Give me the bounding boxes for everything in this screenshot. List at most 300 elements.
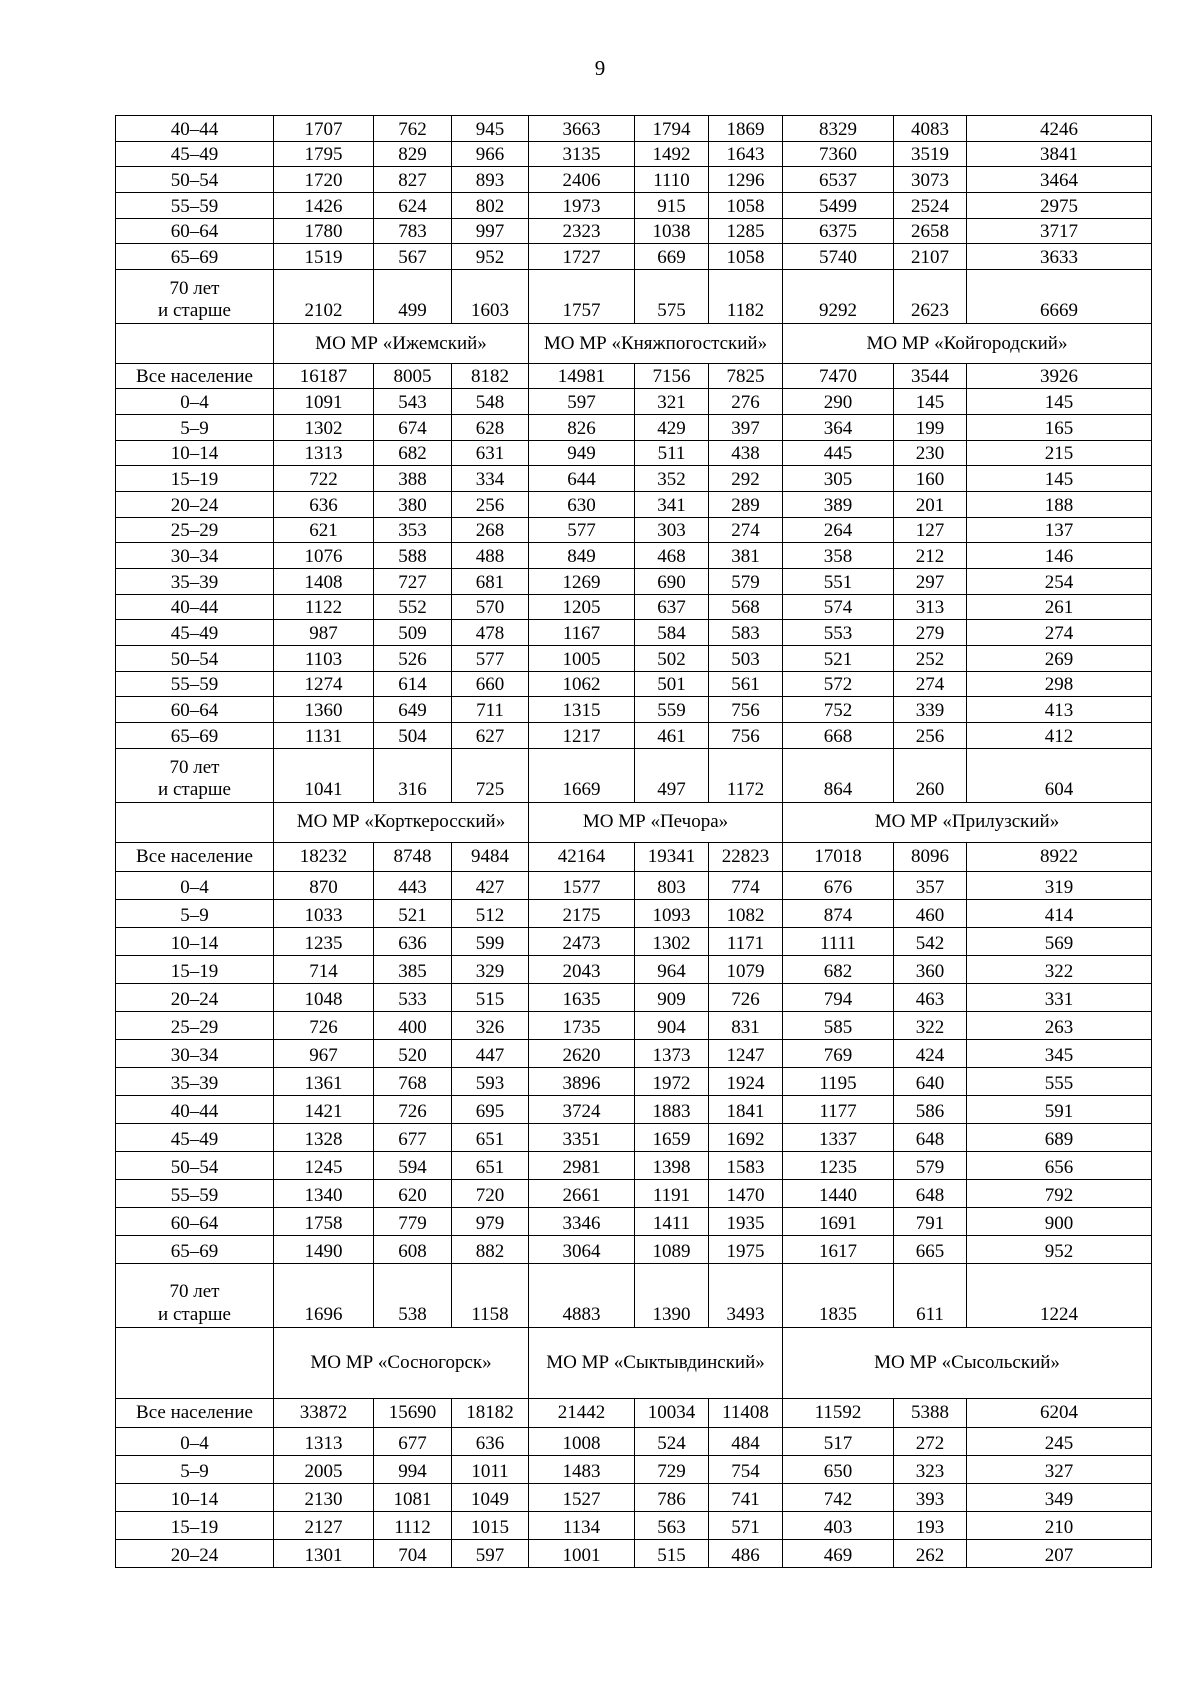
value-cell: 2658 xyxy=(894,218,967,244)
value-cell: 16187 xyxy=(274,364,374,389)
value-cell: 7825 xyxy=(709,364,783,389)
value-cell: 145 xyxy=(967,389,1152,415)
value-cell: 358 xyxy=(783,543,894,569)
value-cell: 552 xyxy=(374,594,452,620)
value-cell: 1302 xyxy=(274,414,374,440)
value-cell: 628 xyxy=(452,414,529,440)
table-row xyxy=(116,1039,1152,1067)
value-cell: 515 xyxy=(452,983,529,1011)
value-cell: 400 xyxy=(374,1011,452,1039)
table-row xyxy=(116,218,1152,244)
value-cell: 427 xyxy=(452,871,529,899)
value-cell: 611 xyxy=(894,1263,967,1327)
value-cell: 1935 xyxy=(709,1207,783,1235)
value-cell: 1081 xyxy=(374,1483,452,1511)
value-cell: 1659 xyxy=(635,1123,709,1151)
age-group-label: 30–34 xyxy=(116,543,274,569)
value-cell: 393 xyxy=(894,1483,967,1511)
value-cell: 484 xyxy=(709,1427,783,1455)
age-group-label: 65–69 xyxy=(116,1235,274,1263)
value-cell: 6537 xyxy=(783,167,894,193)
value-cell: 1315 xyxy=(529,697,635,723)
table-row xyxy=(116,364,1152,389)
value-cell: 1301 xyxy=(274,1539,374,1567)
value-cell: 413 xyxy=(967,697,1152,723)
age-group-label: 45–49 xyxy=(116,1123,274,1151)
value-cell: 682 xyxy=(783,955,894,983)
value-cell: 303 xyxy=(635,517,709,543)
value-cell: 1692 xyxy=(709,1123,783,1151)
age-group-label: 50–54 xyxy=(116,646,274,672)
table-row xyxy=(116,440,1152,466)
value-cell: 1015 xyxy=(452,1511,529,1539)
table-row xyxy=(116,748,1152,802)
value-cell: 1924 xyxy=(709,1067,783,1095)
value-cell: 313 xyxy=(894,594,967,620)
value-cell: 486 xyxy=(709,1539,783,1567)
value-cell: 504 xyxy=(374,723,452,749)
value-cell: 1224 xyxy=(967,1263,1152,1327)
value-cell: 649 xyxy=(374,697,452,723)
value-cell: 1470 xyxy=(709,1179,783,1207)
value-cell: 1076 xyxy=(274,543,374,569)
table-row xyxy=(116,1539,1152,1567)
value-cell: 429 xyxy=(635,414,709,440)
value-cell: 1707 xyxy=(274,116,374,142)
age-group-label: 60–64 xyxy=(116,1207,274,1235)
value-cell: 597 xyxy=(452,1539,529,1567)
value-cell: 15690 xyxy=(374,1398,452,1427)
table-row xyxy=(116,927,1152,955)
value-cell: 4083 xyxy=(894,116,967,142)
value-cell: 604 xyxy=(967,748,1152,802)
value-cell: 322 xyxy=(894,1011,967,1039)
value-cell: 145 xyxy=(967,466,1152,492)
table-row xyxy=(116,414,1152,440)
value-cell: 5499 xyxy=(783,193,894,219)
value-cell: 1421 xyxy=(274,1095,374,1123)
value-cell: 614 xyxy=(374,671,452,697)
value-cell: 1883 xyxy=(635,1095,709,1123)
value-cell: 11408 xyxy=(709,1398,783,1427)
value-cell: 994 xyxy=(374,1455,452,1483)
value-cell: 695 xyxy=(452,1095,529,1123)
table-row xyxy=(116,1398,1152,1427)
value-cell: 445 xyxy=(783,440,894,466)
value-cell: 8922 xyxy=(967,842,1152,871)
value-cell: 1835 xyxy=(783,1263,894,1327)
value-cell: 323 xyxy=(894,1455,967,1483)
age-group-label: 10–14 xyxy=(116,927,274,955)
age-group-label xyxy=(116,1263,274,1327)
value-cell: 3351 xyxy=(529,1123,635,1151)
value-cell: 864 xyxy=(783,748,894,802)
value-cell: 1603 xyxy=(452,270,529,324)
value-cell: 949 xyxy=(529,440,635,466)
value-cell: 3346 xyxy=(529,1207,635,1235)
value-cell: 608 xyxy=(374,1235,452,1263)
value-cell: 1337 xyxy=(783,1123,894,1151)
value-cell: 1158 xyxy=(452,1263,529,1327)
value-cell: 316 xyxy=(374,748,452,802)
table-row xyxy=(116,543,1152,569)
value-cell: 33872 xyxy=(274,1398,374,1427)
age-group-label: 10–14 xyxy=(116,440,274,466)
value-cell: 443 xyxy=(374,871,452,899)
value-cell: 2473 xyxy=(529,927,635,955)
value-cell: 597 xyxy=(529,389,635,415)
value-cell: 720 xyxy=(452,1179,529,1207)
district-name: МО МР «Ижемский» xyxy=(274,324,529,364)
value-cell: 1091 xyxy=(274,389,374,415)
value-cell: 636 xyxy=(452,1427,529,1455)
value-cell: 412 xyxy=(967,723,1152,749)
value-cell: 260 xyxy=(894,748,967,802)
value-cell: 397 xyxy=(709,414,783,440)
value-cell: 463 xyxy=(894,983,967,1011)
table-row xyxy=(116,491,1152,517)
value-cell: 791 xyxy=(894,1207,967,1235)
age-group-label: 30–34 xyxy=(116,1039,274,1067)
value-cell: 1235 xyxy=(783,1151,894,1179)
value-cell: 478 xyxy=(452,620,529,646)
value-cell: 4883 xyxy=(529,1263,635,1327)
value-cell: 1720 xyxy=(274,167,374,193)
value-cell: 967 xyxy=(274,1039,374,1067)
age-group-label-line2: и старше xyxy=(158,1303,231,1325)
value-cell: 631 xyxy=(452,440,529,466)
value-cell: 8182 xyxy=(452,364,529,389)
value-cell: 8005 xyxy=(374,364,452,389)
age-group-label: Все население xyxy=(116,842,274,871)
value-cell: 215 xyxy=(967,440,1152,466)
value-cell: 569 xyxy=(967,927,1152,955)
value-cell: 526 xyxy=(374,646,452,672)
age-group-label: Все население xyxy=(116,1398,274,1427)
value-cell: 262 xyxy=(894,1539,967,1567)
value-cell: 297 xyxy=(894,568,967,594)
value-cell: 1182 xyxy=(709,270,783,324)
value-cell: 261 xyxy=(967,594,1152,620)
value-cell: 752 xyxy=(783,697,894,723)
value-cell: 783 xyxy=(374,218,452,244)
value-cell: 1103 xyxy=(274,646,374,672)
value-cell: 964 xyxy=(635,955,709,983)
value-cell: 160 xyxy=(894,466,967,492)
table-row xyxy=(116,167,1152,193)
value-cell: 146 xyxy=(967,543,1152,569)
value-cell: 786 xyxy=(635,1483,709,1511)
value-cell: 1735 xyxy=(529,1011,635,1039)
table-row xyxy=(116,193,1152,219)
value-cell: 915 xyxy=(635,193,709,219)
value-cell: 364 xyxy=(783,414,894,440)
page-number: 9 xyxy=(594,56,606,80)
value-cell: 327 xyxy=(967,1455,1152,1483)
district-name: МО МР «Сосногорск» xyxy=(274,1327,529,1398)
value-cell: 1269 xyxy=(529,568,635,594)
value-cell: 274 xyxy=(894,671,967,697)
value-cell: 1089 xyxy=(635,1235,709,1263)
table-row xyxy=(116,1151,1152,1179)
value-cell: 1048 xyxy=(274,983,374,1011)
value-cell: 10034 xyxy=(635,1398,709,1427)
table-row xyxy=(116,517,1152,543)
table-row xyxy=(116,1427,1152,1455)
table-row xyxy=(116,568,1152,594)
value-cell: 1972 xyxy=(635,1067,709,1095)
value-cell: 1131 xyxy=(274,723,374,749)
value-cell: 945 xyxy=(452,116,529,142)
table-row xyxy=(116,1095,1152,1123)
value-cell: 636 xyxy=(274,491,374,517)
value-cell: 1408 xyxy=(274,568,374,594)
value-cell: 741 xyxy=(709,1483,783,1511)
age-group-label: 45–49 xyxy=(116,141,274,167)
value-cell: 1794 xyxy=(635,116,709,142)
value-cell: 1235 xyxy=(274,927,374,955)
value-cell: 1171 xyxy=(709,927,783,955)
value-cell: 690 xyxy=(635,568,709,594)
value-cell: 380 xyxy=(374,491,452,517)
value-cell: 2975 xyxy=(967,193,1152,219)
age-group-label: 40–44 xyxy=(116,1095,274,1123)
table-row xyxy=(116,983,1152,1011)
age-group-label: 0–4 xyxy=(116,871,274,899)
value-cell: 1398 xyxy=(635,1151,709,1179)
value-cell: 727 xyxy=(374,568,452,594)
value-cell: 711 xyxy=(452,697,529,723)
value-cell: 3633 xyxy=(967,244,1152,270)
value-cell: 212 xyxy=(894,543,967,569)
value-cell: 591 xyxy=(967,1095,1152,1123)
value-cell: 264 xyxy=(783,517,894,543)
age-group-label: 55–59 xyxy=(116,671,274,697)
value-cell: 279 xyxy=(894,620,967,646)
value-cell: 774 xyxy=(709,871,783,899)
value-cell: 1617 xyxy=(783,1235,894,1263)
value-cell: 137 xyxy=(967,517,1152,543)
value-cell: 794 xyxy=(783,983,894,1011)
value-cell: 1519 xyxy=(274,244,374,270)
age-group-label: Все население xyxy=(116,364,274,389)
value-cell: 726 xyxy=(374,1095,452,1123)
value-cell: 1172 xyxy=(709,748,783,802)
table-row xyxy=(116,671,1152,697)
value-cell: 14981 xyxy=(529,364,635,389)
value-cell: 2175 xyxy=(529,899,635,927)
value-cell: 779 xyxy=(374,1207,452,1235)
value-cell: 1205 xyxy=(529,594,635,620)
table-row xyxy=(116,389,1152,415)
table-row xyxy=(116,723,1152,749)
value-cell: 254 xyxy=(967,568,1152,594)
value-cell: 341 xyxy=(635,491,709,517)
value-cell: 704 xyxy=(374,1539,452,1567)
value-cell: 621 xyxy=(274,517,374,543)
value-cell: 207 xyxy=(967,1539,1152,1567)
value-cell: 831 xyxy=(709,1011,783,1039)
value-cell: 722 xyxy=(274,466,374,492)
value-cell: 624 xyxy=(374,193,452,219)
value-cell: 497 xyxy=(635,748,709,802)
value-cell: 593 xyxy=(452,1067,529,1095)
table-row xyxy=(116,466,1152,492)
value-cell: 979 xyxy=(452,1207,529,1235)
table-row xyxy=(116,620,1152,646)
age-group-label xyxy=(116,270,274,324)
value-cell: 568 xyxy=(709,594,783,620)
value-cell: 1361 xyxy=(274,1067,374,1095)
value-cell: 567 xyxy=(374,244,452,270)
age-group-label: 25–29 xyxy=(116,1011,274,1039)
value-cell: 829 xyxy=(374,141,452,167)
value-cell: 575 xyxy=(635,270,709,324)
value-cell: 579 xyxy=(709,568,783,594)
value-cell: 627 xyxy=(452,723,529,749)
value-cell: 3464 xyxy=(967,167,1152,193)
value-cell: 669 xyxy=(635,244,709,270)
district-name: МО МР «Прилузский» xyxy=(783,802,1152,842)
value-cell: 3841 xyxy=(967,141,1152,167)
value-cell: 1302 xyxy=(635,927,709,955)
value-cell: 1038 xyxy=(635,218,709,244)
value-cell: 388 xyxy=(374,466,452,492)
value-cell: 586 xyxy=(894,1095,967,1123)
value-cell: 1795 xyxy=(274,141,374,167)
value-cell: 321 xyxy=(635,389,709,415)
value-cell: 353 xyxy=(374,517,452,543)
value-cell: 849 xyxy=(529,543,635,569)
value-cell: 2043 xyxy=(529,955,635,983)
district-name: МО МР «Сысольский» xyxy=(783,1327,1152,1398)
value-cell: 331 xyxy=(967,983,1152,1011)
age-group-label: 65–69 xyxy=(116,244,274,270)
value-cell: 1134 xyxy=(529,1511,635,1539)
value-cell: 1313 xyxy=(274,1427,374,1455)
value-cell: 3926 xyxy=(967,364,1152,389)
value-cell: 726 xyxy=(709,983,783,1011)
value-cell: 469 xyxy=(783,1539,894,1567)
value-cell: 714 xyxy=(274,955,374,983)
value-cell: 585 xyxy=(783,1011,894,1039)
value-cell: 8329 xyxy=(783,116,894,142)
value-cell: 620 xyxy=(374,1179,452,1207)
value-cell: 987 xyxy=(274,620,374,646)
value-cell: 460 xyxy=(894,899,967,927)
value-cell: 677 xyxy=(374,1123,452,1151)
value-cell: 1217 xyxy=(529,723,635,749)
value-cell: 245 xyxy=(967,1427,1152,1455)
blank-header-cell xyxy=(116,1327,274,1398)
value-cell: 503 xyxy=(709,646,783,672)
age-group-label-line1: 70 лет xyxy=(169,278,220,300)
value-cell: 3663 xyxy=(529,116,635,142)
age-group-label: 25–29 xyxy=(116,517,274,543)
value-cell: 588 xyxy=(374,543,452,569)
value-cell: 769 xyxy=(783,1039,894,1067)
value-cell: 319 xyxy=(967,871,1152,899)
value-cell: 127 xyxy=(894,517,967,543)
value-cell: 1727 xyxy=(529,244,635,270)
value-cell: 827 xyxy=(374,167,452,193)
value-cell: 274 xyxy=(967,620,1152,646)
value-cell: 756 xyxy=(709,697,783,723)
value-cell: 1373 xyxy=(635,1039,709,1067)
value-cell: 1390 xyxy=(635,1263,709,1327)
value-cell: 1058 xyxy=(709,244,783,270)
table-row xyxy=(116,270,1152,324)
value-cell: 292 xyxy=(709,466,783,492)
value-cell: 1011 xyxy=(452,1455,529,1483)
value-cell: 1049 xyxy=(452,1483,529,1511)
value-cell: 826 xyxy=(529,414,635,440)
value-cell: 9292 xyxy=(783,270,894,324)
value-cell: 8748 xyxy=(374,842,452,871)
age-group-label: 10–14 xyxy=(116,1483,274,1511)
value-cell: 511 xyxy=(635,440,709,466)
value-cell: 3135 xyxy=(529,141,635,167)
value-cell: 3519 xyxy=(894,141,967,167)
value-cell: 339 xyxy=(894,697,967,723)
value-cell: 1058 xyxy=(709,193,783,219)
table-row xyxy=(116,1179,1152,1207)
value-cell: 488 xyxy=(452,543,529,569)
value-cell: 689 xyxy=(967,1123,1152,1151)
value-cell: 1110 xyxy=(635,167,709,193)
value-cell: 1122 xyxy=(274,594,374,620)
age-group-label-line1: 70 лет xyxy=(169,756,220,778)
value-cell: 1696 xyxy=(274,1263,374,1327)
value-cell: 648 xyxy=(894,1179,967,1207)
value-cell: 966 xyxy=(452,141,529,167)
value-cell: 349 xyxy=(967,1483,1152,1511)
blank-header-cell xyxy=(116,324,274,364)
age-group-label: 5–9 xyxy=(116,899,274,927)
value-cell: 1635 xyxy=(529,983,635,1011)
value-cell: 201 xyxy=(894,491,967,517)
age-group-label: 0–4 xyxy=(116,1427,274,1455)
value-cell: 19341 xyxy=(635,842,709,871)
value-cell: 2323 xyxy=(529,218,635,244)
age-group-label: 15–19 xyxy=(116,955,274,983)
value-cell: 521 xyxy=(783,646,894,672)
value-cell: 18232 xyxy=(274,842,374,871)
value-cell: 1411 xyxy=(635,1207,709,1235)
value-cell: 502 xyxy=(635,646,709,672)
value-cell: 1245 xyxy=(274,1151,374,1179)
age-group-label: 60–64 xyxy=(116,218,274,244)
value-cell: 509 xyxy=(374,620,452,646)
value-cell: 274 xyxy=(709,517,783,543)
value-cell: 512 xyxy=(452,899,529,927)
value-cell: 561 xyxy=(709,671,783,697)
value-cell: 290 xyxy=(783,389,894,415)
value-cell: 1492 xyxy=(635,141,709,167)
value-cell: 668 xyxy=(783,723,894,749)
table-row xyxy=(116,646,1152,672)
value-cell: 1033 xyxy=(274,899,374,927)
age-group-label: 20–24 xyxy=(116,983,274,1011)
value-cell: 1483 xyxy=(529,1455,635,1483)
age-group-label: 5–9 xyxy=(116,1455,274,1483)
value-cell: 674 xyxy=(374,414,452,440)
value-cell: 1195 xyxy=(783,1067,894,1095)
value-cell: 1841 xyxy=(709,1095,783,1123)
value-cell: 3064 xyxy=(529,1235,635,1263)
value-cell: 900 xyxy=(967,1207,1152,1235)
value-cell: 298 xyxy=(967,671,1152,697)
